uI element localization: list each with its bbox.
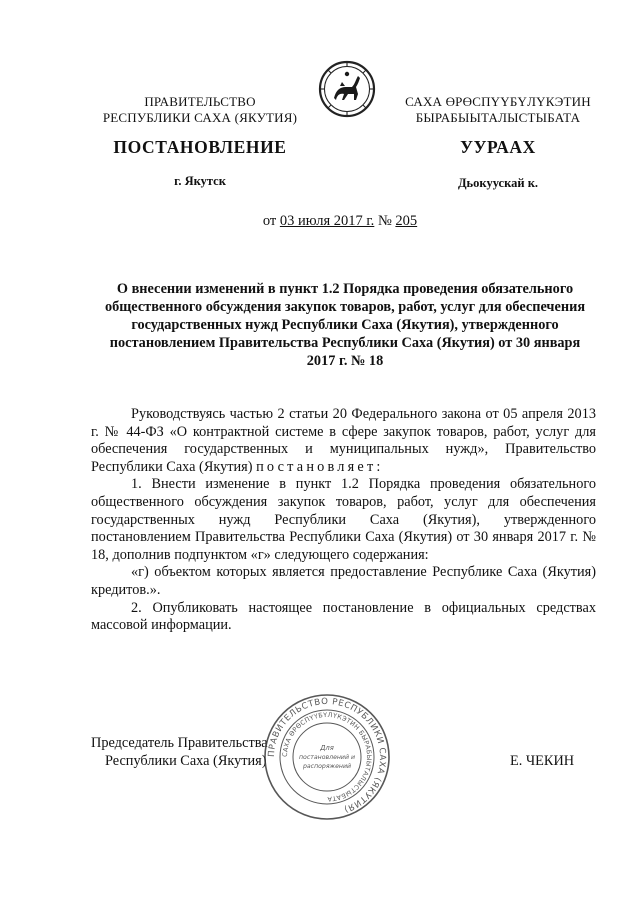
preamble-text: Руководствуясь частью 2 статьи 20 Федерального закона от 05 апреля 2013 г. № 44-ФЗ «О контрактной системе в сфере закупок товаров, работ, услуг для обеспечения государственных и муниципальных нужд», Правительство Республики Саха (Якутия) xyxy=(91,406,596,475)
signatory-name: Е. ЧЕКИН xyxy=(510,753,575,769)
header-left-line1: ПРАВИТЕЛЬСТВО xyxy=(144,94,256,109)
official-stamp xyxy=(262,692,392,822)
doc-type-sakha: УУРААХ xyxy=(460,137,536,157)
paragraph-1-quote: «г) объектом которых является предоставление Республике Саха (Якутия) кредитов.». xyxy=(91,564,596,598)
paragraph-1: 1. Внести изменение в пункт 1.2 Порядка проведения обязательного общественного обсуждения закупок товаров, работ, услуг для обеспечения государственных нужд Республики Саха (Якутия), утвержденного постановлением Правительства Республики Саха (Якутия) от 30 января 2017 г. № 18, дополнив подпунктом «г» следующего содержания: xyxy=(91,476,596,563)
city-sakha: Дьокуускай к. xyxy=(457,176,539,190)
header-right-line1: САХА ӨРӨСПҮҮБҮЛҮКЭТИН xyxy=(405,94,591,109)
number-sign: № xyxy=(377,213,392,229)
document-body xyxy=(91,406,596,635)
document-number: 205 xyxy=(395,213,418,229)
doc-type-russian: ПОСТАНОВЛЕНИЕ xyxy=(113,137,287,157)
stamp-center-line2: постановлений и xyxy=(299,754,355,761)
position-line1: Председатель Правительства xyxy=(91,735,268,751)
resolves-word: постановляет: xyxy=(256,458,384,475)
stamp-center-line3: распоряжений xyxy=(302,763,352,770)
stamp-center-line1: Для xyxy=(320,744,334,752)
header-right-line2: БЫРАБЫЫТАЛЫСТЫБАТА xyxy=(415,110,581,125)
position-line2: Республики Саха (Якутия) xyxy=(105,753,267,769)
government-name-russian xyxy=(90,94,310,126)
city-russian: г. Якутск xyxy=(174,174,226,188)
government-name-sakha xyxy=(388,94,608,126)
date-prefix: от xyxy=(262,213,277,229)
preamble-paragraph xyxy=(91,406,596,476)
document-title: О внесении изменений в пункт 1.2 Порядка проведения обязательного общественного обсуждения закупок товаров, работ, услуг для обеспечения государственных нужд Республики Саха (Якутия), утвержденного постановлением Правительства Республики Саха (Якутия) от 30 января 2017 г. № 18 xyxy=(104,281,586,369)
stamp-inner-text: САХА ӨРӨСПҮҮБҮЛҮКЭТИН БЫРАБЫЫТАЛЫСТЫБАТА xyxy=(280,710,374,804)
coat-of-arms-emblem xyxy=(318,60,376,118)
paragraph-2: 2. Опубликовать настоящее постановление в официальных средствах массовой информации. xyxy=(91,599,596,634)
document-date: 03 июля 2017 г. xyxy=(279,213,375,229)
header-left-line2: РЕСПУБЛИКИ САХА (ЯКУТИЯ) xyxy=(102,110,298,125)
stamp-outer-text: ПРАВИТЕЛЬСТВО РЕСПУБЛИКИ САХА (ЯКУТИЯ) xyxy=(266,696,388,815)
date-number-line xyxy=(0,213,640,230)
